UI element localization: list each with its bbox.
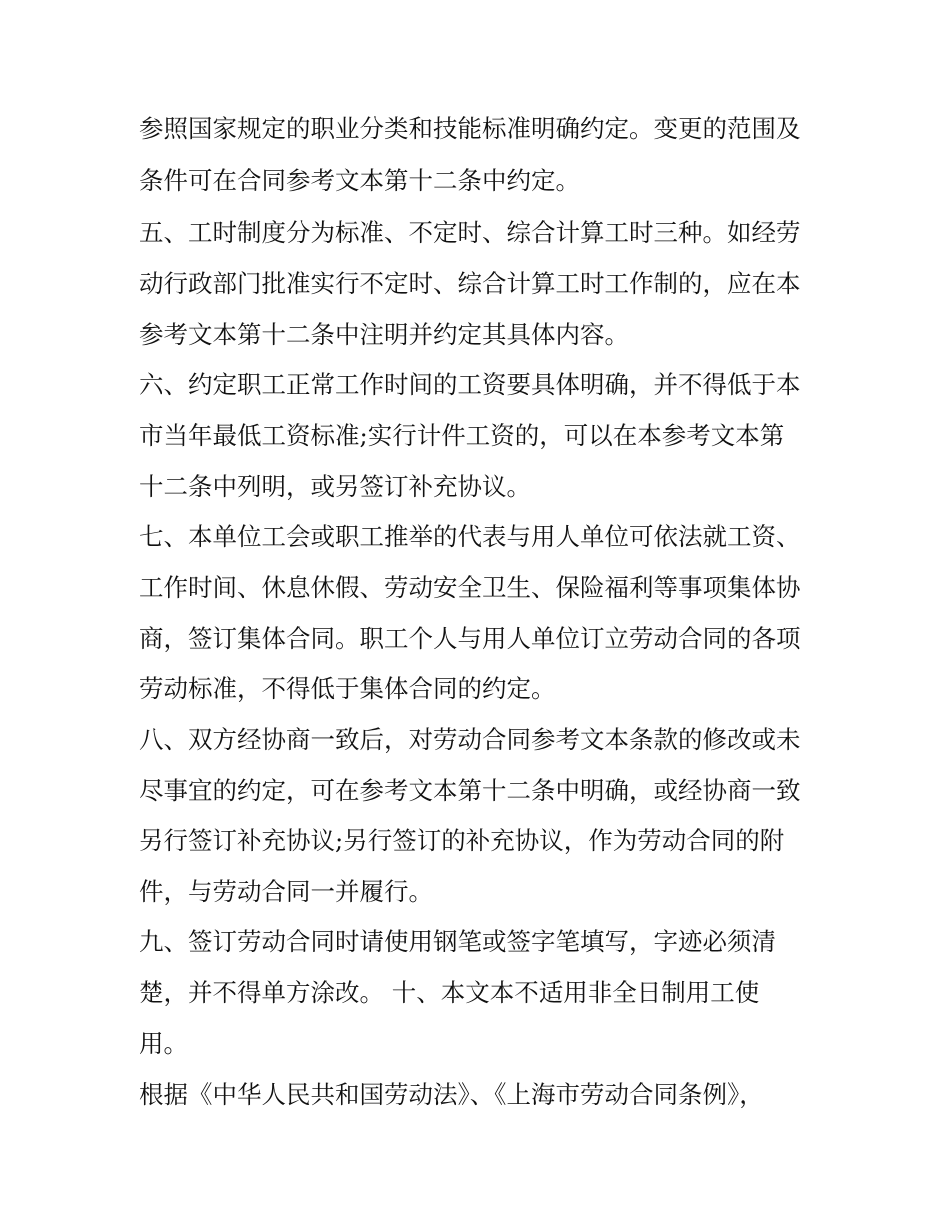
text-line: 五、工时制度分为标准、不定时、综合计算工时三种。如经劳 [139, 218, 801, 247]
text-line: 动行政部门批准实行不定时、综合计算工时工作制的，应在本 [139, 269, 801, 298]
text-line: 尽事宜的约定，可在参考文本第十二条中明确，或经协商一致 [139, 776, 801, 805]
text-line: 楚，并不得单方涂改。 十、本文本不适用非全日制用工使 [139, 978, 760, 1007]
text-line: 九、签订劳动合同时请使用钢笔或签字笔填写，字迹必须清 [139, 927, 776, 956]
text-line: 八、双方经协商一致后，对劳动合同参考文本条款的修改或未 [139, 725, 801, 754]
text-line: 工作时间、休息休假、劳动安全卫生、保险福利等事项集体协 [139, 573, 801, 602]
text-line: 六、约定职工正常工作时间的工资要具体明确，并不得低于本 [139, 370, 801, 399]
text-line: 用。 [139, 1029, 188, 1058]
text-line: 参考文本第十二条中注明并约定其具体内容。 [139, 320, 629, 349]
text-line: 件，与劳动合同一并履行。 [139, 877, 433, 906]
text-line: 参照国家规定的职业分类和技能标准明确约定。变更的范围及 [139, 114, 801, 143]
text-line: 七、本单位工会或职工推举的代表与用人单位可依法就工资、 [139, 522, 801, 551]
text-line: 市当年最低工资标准;实行计件工资的，可以在本参考文本第 [139, 421, 785, 450]
text-line: 条件可在合同参考文本第十二条中约定。 [139, 166, 580, 195]
text-line: 劳动标准，不得低于集体合同的约定。 [139, 674, 556, 703]
text-line: 根据《中华人民共和国劳动法》、《上海市劳动合同条例》， [139, 1080, 764, 1109]
text-line: 商，签订集体合同。职工个人与用人单位订立劳动合同的各项 [139, 624, 801, 653]
text-line: 十二条中列明，或另签订补充协议。 [139, 472, 531, 501]
text-line: 另行签订补充协议;另行签订的补充协议，作为劳动合同的附 [139, 826, 785, 855]
